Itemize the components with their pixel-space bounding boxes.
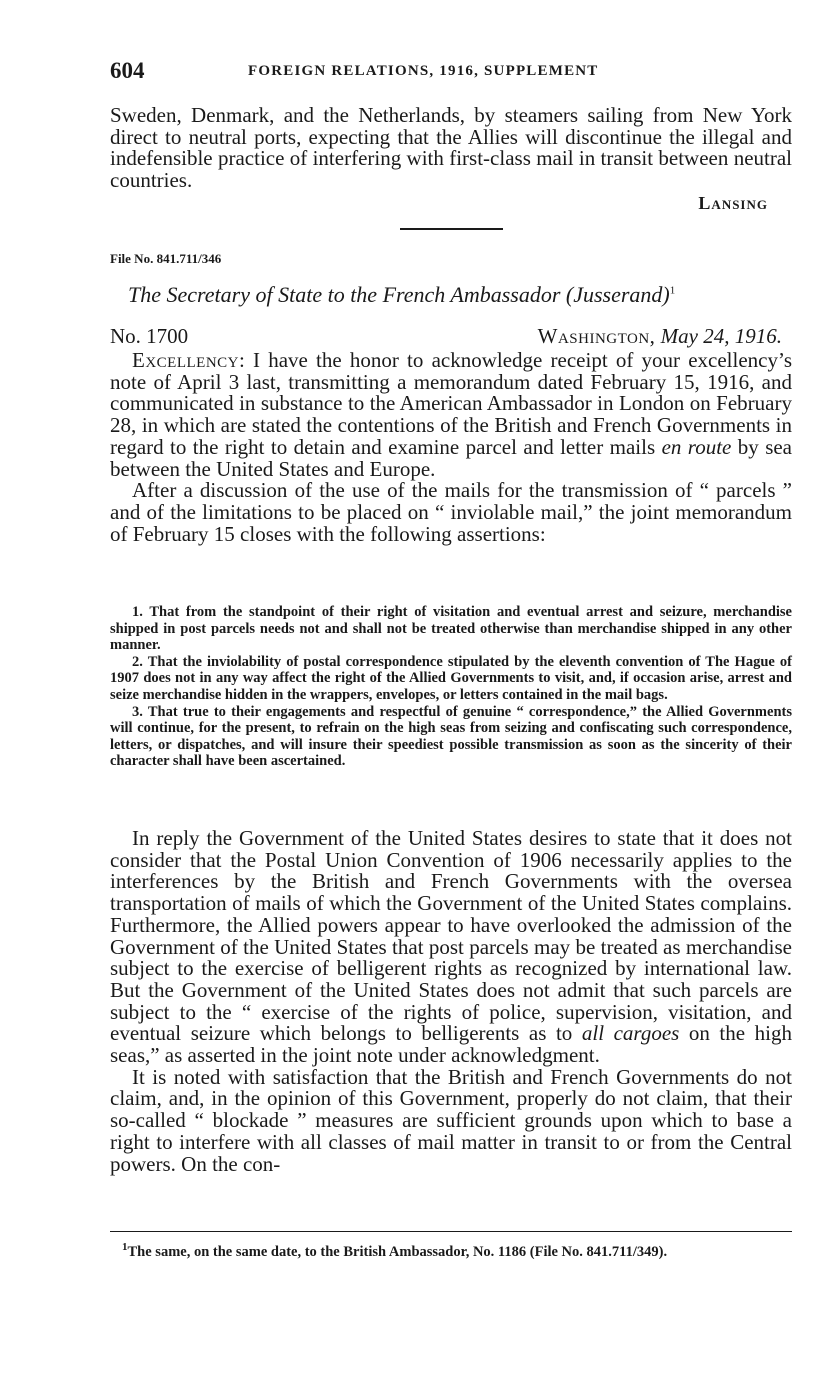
page-header <box>110 58 792 86</box>
place: Washington, <box>537 324 656 348</box>
footnote <box>110 1239 792 1260</box>
footnote-text: The same, on the same date, to the British Ambassador, No. 1186 (File No. 841.711/349). <box>127 1243 668 1260</box>
file-number: File No. 841.711/346 <box>110 251 222 266</box>
document-title-text: The Secretary of State to the French Ambassador (Jusserand) <box>128 282 670 307</box>
paragraph-3 <box>110 828 792 1067</box>
document-title <box>128 282 792 308</box>
paragraph-4: It is noted with satisfaction that the British and French Governments do not claim, and, in the opinion of this Government, properly do not claim, that their so-called “ blockade ” measures are sufficient grounds upon which to base a right to interfere with all classes of mail matter in transit to or from the Central powers. On the con- <box>110 1064 792 1176</box>
paragraph-2: After a discussion of the use of the mails for the transmission of “ parcels ” and of the limitations to be placed on “ inviolable mail,” the joint memorandum of February 15 closes with the following assertions: <box>110 478 792 546</box>
assertion-1: 1. That from the standpoint of their right of visitation and eventual arrest and seizure, merchandise shipped in post parcels needs not and shall not be treated otherwise than merchandise shipped in any other manner. <box>110 604 792 654</box>
paragraph-1-italic: en route <box>661 434 732 459</box>
assertions-list <box>110 604 792 770</box>
dateline <box>110 324 792 350</box>
reply-section <box>110 828 792 1175</box>
paragraph-3-italic: all cargoes <box>581 1021 680 1046</box>
place-date <box>538 324 782 349</box>
footnote-mark: 1 <box>122 1241 128 1253</box>
running-title: FOREIGN RELATIONS, 1916, SUPPLEMENT <box>248 63 599 79</box>
assertion-2: 2. That the inviolability of postal correspondence stipulated by the eleventh convention of The Hague of 1907 does not in any way affect the right of the Allied Governments to visit, and, if occasion arise, arrest and seize merchandise hidden in the wrappers, envelopes, or letters contained in the mail bags. <box>110 653 792 703</box>
paragraph-3-start: In reply the Government of the United States desires to state that it does not consider that the Postal Union Convention of 1906 necessarily applies to the interferences by the British and French Governments with the oversea transportation of mails of which the Government of the United States complains. Furthermore, the Allied powers appear to have overlooked the admission of the Government of the United States that post parcels may be treated as merchandise subject to the exercise of belligerent rights as recognized by international law. But the Government of the United States does not admit that such parcels are subject to the “ exercise of the rights of police, supervision, visitation, and eventual seizure which belongs to belligerents as to <box>110 826 792 1046</box>
section-divider <box>400 228 503 230</box>
salutation: Excellency <box>132 348 239 372</box>
footnote-ref: 1 <box>669 284 676 297</box>
page-number: 604 <box>110 58 145 83</box>
paragraph-3-end: on the high seas,” as asserted in the joint note under acknowledgment. <box>110 1021 792 1068</box>
closing-paragraph: Sweden, Denmark, and the Netherlands, by steamers sailing from New York direct to neutral ports, expecting that the Allies will discontinue the illegal and indefensible practice of interfering with first-class mail in transit between neutral countries. <box>110 103 792 193</box>
opening-section <box>110 350 792 545</box>
document-number: No. 1700 <box>110 324 189 348</box>
paragraph-1-rest: : I have the honor to acknowledge receipt of your excellency’s note of April 3 last, transmitting a memorandum dated February 15, 1916, and communicated in substance to the American Ambassador in London on February 28, in which are stated the contentions of the British and French Governments in regard to the right to detain and examine parcel and letter mails <box>110 348 792 459</box>
previous-document-end <box>110 105 792 192</box>
date: May 24, 1916. <box>660 324 782 348</box>
footnote-rule <box>110 1231 792 1232</box>
paragraph-1 <box>110 350 792 480</box>
signature: Lansing <box>698 193 768 213</box>
paragraph-1-end: by sea between the United States and Europe. <box>110 434 793 481</box>
assertion-3: 3. That true to their engagements and respectful of genuine “ correspondence,” the Allied Governments will continue, for the present, to refrain on the high seas from seizing and confiscating such correspondence, letters, or dispatches, and will insure their speediest possible transmission as soon as the sincerity of their character shall have been ascertained. <box>110 703 792 770</box>
